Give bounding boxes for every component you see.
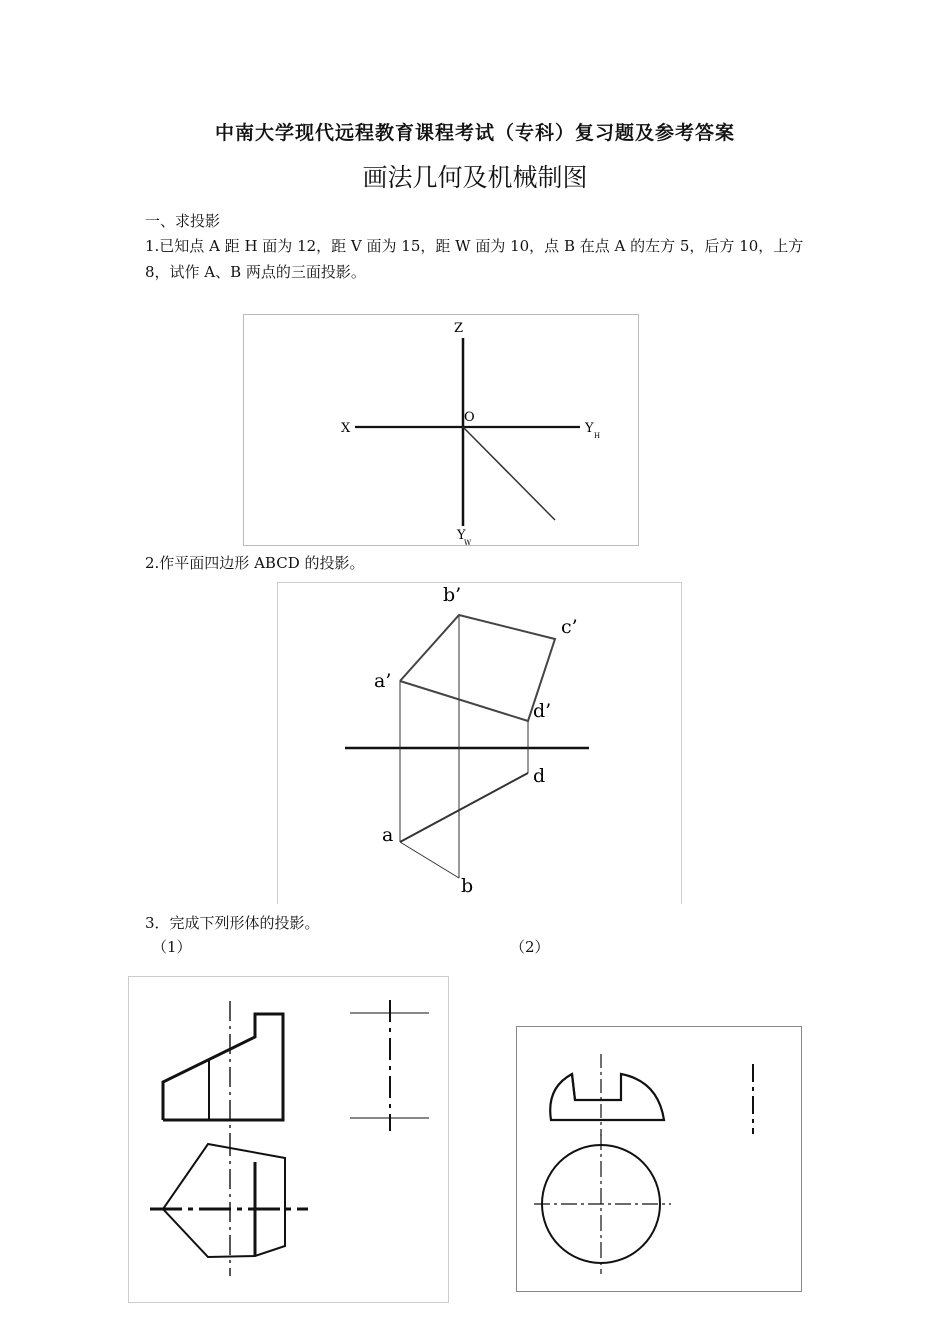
question-1-line-1: 1.已知点 A 距 H 面为 12，距 V 面为 15，距 W 面为 10，点 B 在点 A 的左方 5，后方 10，上方 — [145, 237, 804, 255]
label-d-prime: d’ — [533, 700, 552, 722]
question-1-line-2: 8，试作 A、B 两点的三面投影。 — [145, 263, 366, 281]
label-x: X — [341, 421, 351, 436]
label-origin: O — [464, 410, 475, 425]
label-yw: Y — [457, 528, 466, 543]
label-yw-sub: W — [464, 539, 472, 547]
label-yh-sub: H — [594, 432, 601, 440]
label-b: b — [461, 875, 474, 897]
label-z: Z — [454, 321, 464, 336]
label-a-prime: a’ — [374, 670, 392, 692]
label-c-prime: c’ — [561, 616, 578, 638]
figure-1-axes — [243, 314, 639, 546]
section-heading: 一、求投影 — [145, 212, 221, 230]
figure-3-part-2 — [516, 1026, 802, 1292]
part-1-label: （1） — [152, 938, 192, 956]
figure-2-quadrilateral — [277, 582, 682, 904]
label-b-prime: b’ — [443, 584, 462, 606]
label-a: a — [382, 824, 394, 846]
question-2: 2.作平面四边形 ABCD 的投影。 — [145, 554, 365, 572]
document-header: 中南大学现代远程教育课程考试（专科）复习题及参考答案 — [214, 122, 735, 144]
figure-3-part-1 — [128, 976, 450, 1304]
label-d: d — [533, 765, 546, 787]
label-yh: Y — [585, 421, 594, 436]
document-subtitle: 画法几何及机械制图 — [362, 163, 588, 192]
question-3: 3．完成下列形体的投影。 — [145, 914, 320, 932]
part-2-label: （2） — [510, 938, 550, 956]
